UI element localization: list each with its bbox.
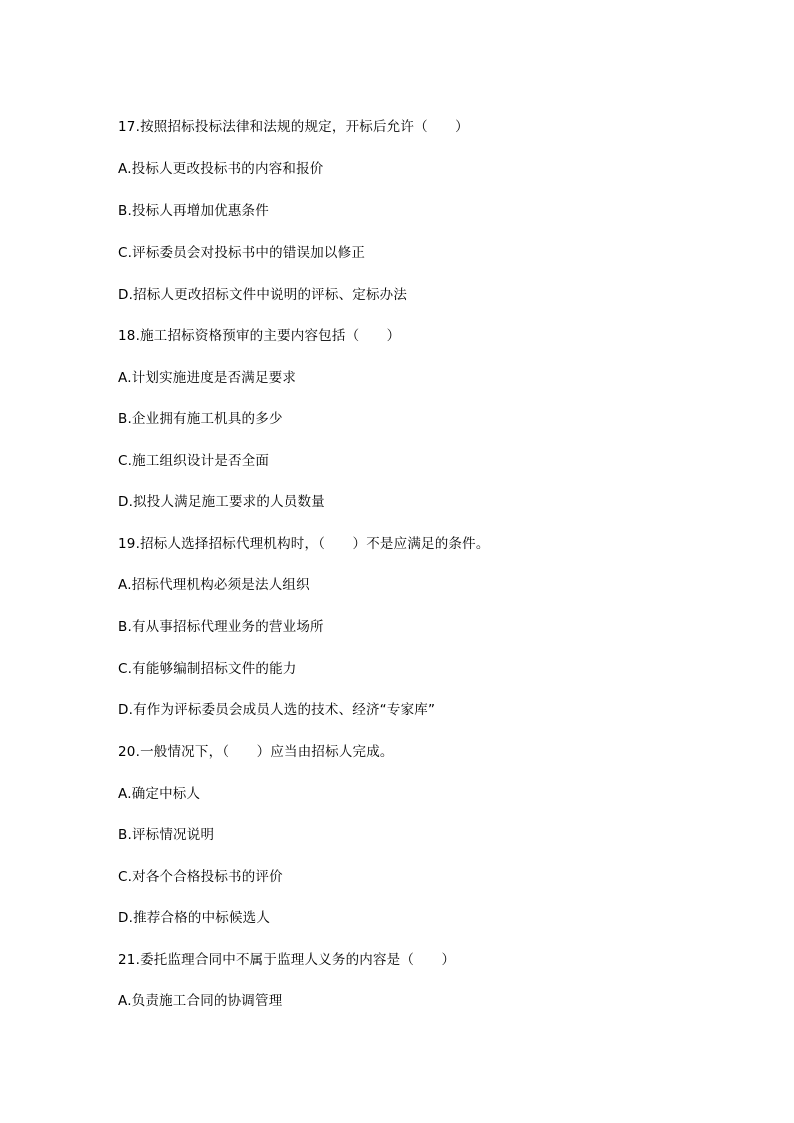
question-20-option-b: B.评标情况说明	[118, 827, 215, 843]
question-20-option-c: C.对各个合格投标书的评价	[118, 869, 283, 885]
question-17-option-d: D.招标人更改招标文件中说明的评标、定标办法	[118, 287, 408, 303]
question-17-option-b: B.投标人再增加优惠条件	[118, 203, 269, 219]
question-19-stem: 19.招标人选择招标代理机构时，（ ）不是应满足的条件。	[118, 536, 490, 552]
question-20-option-d: D.推荐合格的中标候选人	[118, 910, 271, 926]
question-20-option-a: A.确定中标人	[118, 786, 201, 802]
question-18-option-c: C.施工组织设计是否全面	[118, 453, 270, 469]
question-17-option-a: A.投标人更改投标书的内容和报价	[118, 161, 324, 177]
question-18-option-b: B.企业拥有施工机具的多少	[118, 411, 283, 427]
question-17-option-c: C.评标委员会对投标书中的错误加以修正	[118, 245, 366, 261]
question-21-option-a: A.负责施工合同的协调管理	[118, 993, 283, 1009]
question-18-option-d: D.拟投人满足施工要求的人员数量	[118, 494, 325, 510]
question-19-option-d: D.有作为评标委员会成员人选的技术、经济“专家库”	[118, 702, 436, 718]
question-19-option-c: C.有能够编制招标文件的能力	[118, 661, 297, 677]
question-18-stem: 18.施工招标资格预审的主要内容包括（ ）	[118, 328, 401, 344]
question-19-option-a: A.招标代理机构必须是法人组织	[118, 577, 310, 593]
question-19-option-b: B.有从事招标代理业务的营业场所	[118, 619, 324, 635]
question-20-stem: 20.一般情况下，（ ）应当由招标人完成。	[118, 744, 394, 760]
question-21-stem: 21.委托监理合同中不属于监理人义务的内容是（ ）	[118, 952, 456, 968]
question-17-stem: 17.按照招标投标法律和法规的规定，开标后允许（ ）	[118, 119, 469, 135]
question-18-option-a: A.计划实施进度是否满足要求	[118, 370, 297, 386]
